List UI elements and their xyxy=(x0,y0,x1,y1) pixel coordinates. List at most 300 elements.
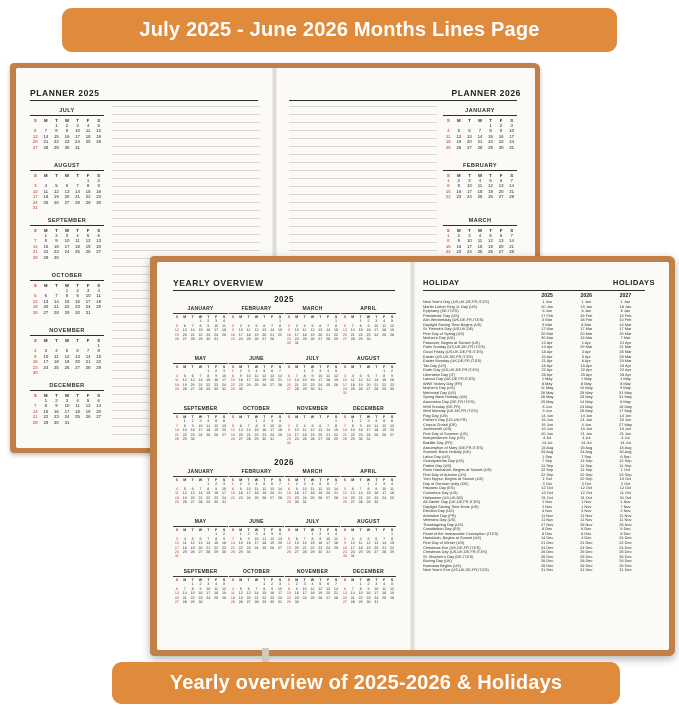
weekday-header: T xyxy=(247,478,250,482)
day-cell: 6 xyxy=(327,482,330,487)
day-cell xyxy=(332,600,340,604)
day-cell: 5 xyxy=(175,323,178,328)
day-cell: 13 xyxy=(64,188,70,194)
month-block xyxy=(173,519,228,559)
day-cell: 16 xyxy=(498,133,504,139)
holiday-date: 12 Oct xyxy=(580,490,592,495)
day-cell xyxy=(324,600,332,604)
day-cell: 19 xyxy=(230,432,235,437)
holiday-date: 10 Oct xyxy=(619,477,632,482)
day-cell: 3 xyxy=(223,482,226,487)
holiday-name: Flag Day (US) xyxy=(423,413,448,418)
month-name: JULY xyxy=(59,108,75,114)
day-cell: 26 xyxy=(390,332,395,337)
day-cell: 19 xyxy=(390,591,395,596)
weekday-header: T xyxy=(319,365,322,369)
day-cell: 5 xyxy=(489,177,492,183)
holiday-name: Boxing Day (UK) xyxy=(423,559,452,564)
weekday-header: F xyxy=(327,365,330,369)
day-cell: 11 xyxy=(54,353,59,359)
month-rule xyxy=(30,335,104,336)
day-cell: 29 xyxy=(85,199,91,205)
weekday-header: W xyxy=(477,227,482,233)
day-cell xyxy=(309,500,317,504)
day-cell: 21 xyxy=(382,545,387,550)
weekday-header: S xyxy=(287,365,291,369)
day-cell: 6 xyxy=(223,419,226,424)
day-cell xyxy=(220,437,228,441)
day-cell: 12 xyxy=(222,586,227,591)
day-cell: 18 xyxy=(477,243,483,249)
day-cell xyxy=(260,387,268,391)
day-cell: 16 xyxy=(286,332,291,337)
day-cell: 24 xyxy=(294,337,299,342)
day-cell: 26 xyxy=(64,364,70,370)
day-cell: 23 xyxy=(342,550,347,555)
rule-line xyxy=(289,106,437,107)
day-cell: 25 xyxy=(310,595,315,600)
holiday-date: 28 Mar xyxy=(619,354,632,359)
day-cell: 21 xyxy=(85,359,91,365)
day-cell: 10 xyxy=(294,328,299,333)
day-cell: 6 xyxy=(271,369,274,374)
holiday-name: All Saints' Day (UK,DE,FR,IT,ES) xyxy=(423,500,481,505)
planner-left-rule xyxy=(30,100,258,101)
day-cell: 3 xyxy=(295,323,298,328)
week-row xyxy=(30,255,104,260)
weekday-header: S xyxy=(287,315,291,319)
day-cell: 14 xyxy=(374,378,379,383)
day-cell xyxy=(276,387,284,391)
week-row xyxy=(173,600,228,604)
holiday-date: 14 Jul xyxy=(581,440,592,445)
rule-line xyxy=(289,210,437,211)
day-cell: 6 xyxy=(34,128,37,134)
day-cell: 12 xyxy=(238,591,243,596)
day-cell: 15 xyxy=(334,328,339,333)
month-rule xyxy=(30,390,104,391)
day-cell: 2 xyxy=(191,419,194,424)
day-cell: 15 xyxy=(43,243,49,249)
day-cell: 21 xyxy=(350,332,355,337)
day-cell: 20 xyxy=(246,595,251,600)
day-cell: 22 xyxy=(54,139,59,145)
day-cell: 16 xyxy=(190,428,195,433)
holiday-date: 6 Sep xyxy=(620,454,631,459)
day-cell: 1 xyxy=(287,482,290,487)
day-cell: 17 xyxy=(64,243,70,249)
holiday-name: New Year's Day (US,UK,DE,FR,IT,ES) xyxy=(423,300,490,304)
holiday-date: 21 Jun xyxy=(580,431,593,436)
weekday-header: S xyxy=(278,528,282,532)
weekday-header: S xyxy=(231,478,235,482)
day-cell: 21 xyxy=(270,332,275,337)
day-cell: 28 xyxy=(350,600,355,605)
weekday-header: F xyxy=(383,315,386,319)
weekday-header: S xyxy=(334,415,338,419)
holiday-date: 12 Oct xyxy=(541,486,553,491)
day-cell: 3 xyxy=(86,287,90,293)
month-block xyxy=(30,108,104,150)
day-cell xyxy=(365,554,373,558)
day-cell: 24 xyxy=(374,595,379,600)
month-name: FEBRUARY xyxy=(462,163,498,169)
day-cell: 16 xyxy=(286,432,291,437)
day-cell: 5 xyxy=(34,293,37,299)
day-cell: 11 xyxy=(85,128,91,134)
weekday-header: S xyxy=(175,415,179,419)
weekday-header: T xyxy=(263,365,266,369)
holiday-name: Constitution Day (ES) xyxy=(423,527,461,532)
day-cell: 16 xyxy=(198,591,203,596)
weekday-header: M xyxy=(44,392,48,398)
day-cell: 8 xyxy=(97,348,100,354)
day-cell: 17 xyxy=(198,428,203,433)
weekday-header: T xyxy=(359,315,362,319)
day-cell: 15 xyxy=(488,133,493,139)
day-cell xyxy=(276,337,284,341)
rule-line xyxy=(112,178,260,179)
holiday-date: 4 Dec xyxy=(581,536,592,541)
day-cell: 22 xyxy=(286,595,291,600)
day-cell: 2 xyxy=(223,532,226,537)
day-cell: 14 xyxy=(182,591,187,596)
day-cell xyxy=(253,387,261,391)
day-cell: 20 xyxy=(174,595,179,600)
week-row xyxy=(229,496,284,500)
holiday-date: 13 Apr xyxy=(541,345,553,350)
holiday-date: 26 Dec xyxy=(540,559,554,564)
rule-line xyxy=(112,202,260,203)
month-name: JULY xyxy=(305,519,320,525)
holiday-date: 22 Sep xyxy=(580,472,593,477)
day-cell: 2 xyxy=(55,397,58,403)
day-cell: 6 xyxy=(327,582,330,587)
month-block xyxy=(341,306,396,341)
day-cell: 12 xyxy=(390,323,395,328)
day-cell: 27 xyxy=(342,600,347,605)
weekday-header: M xyxy=(239,365,243,369)
month-name: SEPTEMBER xyxy=(183,569,218,575)
day-cell: 11 xyxy=(182,541,187,546)
rule-line xyxy=(289,138,437,139)
day-cell: 14 xyxy=(246,428,251,433)
day-cell xyxy=(309,441,317,445)
day-cell: 25 xyxy=(278,432,283,437)
day-cell: 9 xyxy=(65,128,69,134)
day-cell: 2 xyxy=(271,582,274,587)
day-cell: 1 xyxy=(489,122,492,128)
holiday-date: 17 May xyxy=(619,409,632,414)
day-cell: 14 xyxy=(358,491,363,496)
day-cell: 1 xyxy=(335,419,338,424)
day-cell: 22 xyxy=(358,332,363,337)
day-cell: 3 xyxy=(351,536,354,541)
day-cell: 15 xyxy=(54,133,59,139)
weekday-header: W xyxy=(366,528,371,532)
day-cell: 23 xyxy=(294,495,299,500)
holiday-name: Labour Day (UK,DE,FR,IT,ES) xyxy=(423,377,476,382)
day-cell: 12 xyxy=(214,423,219,428)
holiday-date: 27 May xyxy=(619,422,632,427)
day-cell xyxy=(220,337,228,341)
day-cell: 17 xyxy=(270,428,275,433)
day-cell: 11 xyxy=(278,423,282,428)
day-cell: 18 xyxy=(214,591,219,596)
year-2026-label: 2026 xyxy=(274,458,294,467)
day-cell: 1 xyxy=(183,419,186,424)
holiday-name: Hanukkah, Begins at Sunset (US) xyxy=(423,536,482,541)
weekday-header: S xyxy=(287,578,291,582)
month-calendar xyxy=(229,478,284,500)
holiday-column-header xyxy=(423,293,528,300)
month-name: DECEMBER xyxy=(49,383,85,389)
day-cell: 13 xyxy=(390,423,395,428)
day-cell: 18 xyxy=(358,545,363,550)
holiday-date: 22 Apr xyxy=(580,368,592,373)
day-cell: 16 xyxy=(32,359,38,365)
day-cell xyxy=(197,554,205,558)
holiday-name: Father's Day (US,UK,FR) xyxy=(423,418,467,423)
day-cell xyxy=(380,600,388,604)
holiday-date: 15 Apr xyxy=(619,363,632,368)
day-cell: 25 xyxy=(390,495,395,500)
day-cell xyxy=(380,437,388,441)
rule-line xyxy=(112,194,260,195)
weekday-header: S xyxy=(222,365,226,369)
overview-spine xyxy=(410,262,415,650)
day-cell: 23 xyxy=(214,495,219,500)
day-cell: 20 xyxy=(498,188,504,194)
holiday-date: 31 Oct xyxy=(619,495,632,500)
day-cell: 5 xyxy=(391,582,394,587)
day-cell: 15 xyxy=(238,541,243,546)
day-cell: 4 xyxy=(255,369,258,374)
day-cell: 25 xyxy=(174,500,179,505)
day-cell: 13 xyxy=(326,586,331,591)
holiday-date: 11 Sep xyxy=(619,463,632,468)
day-cell: 28 xyxy=(477,144,483,150)
month-block xyxy=(285,356,340,391)
weekday-header: T xyxy=(263,315,266,319)
month-name: JUNE xyxy=(249,519,264,525)
weekday-header: S xyxy=(97,117,101,123)
day-cell: 28 xyxy=(326,337,331,342)
day-cell: 3 xyxy=(255,532,258,537)
day-cell: 6 xyxy=(375,536,378,541)
day-cell: 5 xyxy=(215,419,218,424)
month-name: NOVEMBER xyxy=(296,569,329,575)
day-cell xyxy=(41,205,52,210)
rule-line xyxy=(112,162,260,163)
day-cell: 17 xyxy=(278,591,283,596)
week-row xyxy=(229,437,284,441)
day-cell: 24 xyxy=(246,382,251,387)
day-cell: 8 xyxy=(191,586,194,591)
holiday-name: Veterans Day (US) xyxy=(423,518,456,523)
day-cell: 1 xyxy=(55,122,58,128)
weekday-header: M xyxy=(44,227,48,233)
day-cell: 29 xyxy=(358,600,363,605)
day-cell: 13 xyxy=(326,486,331,491)
day-cell: 22 xyxy=(190,595,195,600)
day-cell: 4 xyxy=(86,122,90,128)
day-cell: 12 xyxy=(318,586,323,591)
day-cell: 28 xyxy=(182,600,187,605)
weekday-header: F xyxy=(271,415,274,419)
day-cell: 5 xyxy=(311,323,314,328)
month-rule xyxy=(285,526,340,527)
holiday-date: 16 Feb xyxy=(580,313,593,318)
day-cell: 29 xyxy=(182,437,187,442)
month-name: AUGUST xyxy=(357,356,380,362)
day-cell xyxy=(309,600,317,604)
day-cell: 18 xyxy=(278,428,283,433)
day-cell: 11 xyxy=(374,423,379,428)
day-cell: 25 xyxy=(334,545,339,550)
day-cell: 19 xyxy=(190,545,195,550)
day-cell: 26 xyxy=(238,600,243,605)
week-row xyxy=(30,205,104,210)
holiday-date: 1 Sep xyxy=(542,454,553,459)
day-cell: 25 xyxy=(445,144,451,150)
day-cell: 6 xyxy=(97,232,100,238)
day-cell: 20 xyxy=(222,428,227,433)
day-cell: 13 xyxy=(342,328,347,333)
holiday-date: 20 Jun xyxy=(619,418,632,423)
day-cell: 24 xyxy=(318,382,323,387)
day-cell: 26 xyxy=(262,382,267,387)
weekday-header: S xyxy=(343,578,347,582)
day-cell: 26 xyxy=(456,144,462,150)
day-cell: 2 xyxy=(391,369,394,374)
day-cell: 29 xyxy=(238,550,243,555)
holiday-date: 14 Jul xyxy=(541,440,553,445)
weekday-header: T xyxy=(191,478,194,482)
day-cell: 19 xyxy=(342,495,347,500)
month-block xyxy=(285,469,340,504)
day-cell: 3 xyxy=(375,582,378,587)
day-cell: 10 xyxy=(342,378,347,383)
holiday-date: 31 May xyxy=(619,390,632,395)
day-cell: 22 xyxy=(262,595,267,600)
day-cell: 12 xyxy=(32,298,38,304)
weekday-header: T xyxy=(489,117,492,123)
day-cell: 22 xyxy=(238,545,243,550)
day-cell: 22 xyxy=(334,332,339,337)
month-block xyxy=(341,569,396,604)
day-cell: 12 xyxy=(230,428,235,433)
overview-title: YEARLY OVERVIEW xyxy=(173,278,264,288)
month-block xyxy=(229,406,284,441)
month-calendar xyxy=(341,478,396,504)
weekday-header: F xyxy=(327,315,330,319)
day-cell: 27 xyxy=(96,414,102,420)
day-cell: 22 xyxy=(390,545,395,550)
month-block xyxy=(285,306,340,346)
holiday-name: Passover, Begins at Sunset (US) xyxy=(423,340,480,345)
day-cell: 15 xyxy=(206,378,211,383)
day-cell: 10 xyxy=(509,128,515,134)
day-cell: 1 xyxy=(191,582,194,587)
day-cell: 11 xyxy=(382,323,386,328)
day-cell: 9 xyxy=(287,328,290,333)
day-cell: 15 xyxy=(286,591,291,596)
day-cell: 1 xyxy=(383,369,386,374)
day-cell xyxy=(324,441,332,445)
day-cell: 26 xyxy=(286,550,291,555)
holiday-date: 25 Aug xyxy=(541,450,554,455)
weekday-header: W xyxy=(254,478,259,482)
day-cell: 8 xyxy=(239,536,242,541)
day-cell: 8 xyxy=(303,373,306,378)
day-cell: 30 xyxy=(75,309,80,315)
day-cell: 30 xyxy=(358,437,363,442)
weekday-header: S xyxy=(278,315,282,319)
month-block xyxy=(173,569,228,604)
holiday-date: 8 Mar xyxy=(581,322,592,327)
day-cell xyxy=(316,600,324,604)
month-calendar xyxy=(285,315,340,346)
day-cell: 8 xyxy=(351,423,354,428)
day-cell: 23 xyxy=(390,382,395,387)
day-cell: 18 xyxy=(54,359,59,365)
day-cell: 29 xyxy=(366,500,371,505)
day-cell xyxy=(72,420,83,425)
weekday-header: S xyxy=(231,528,235,532)
day-cell: 29 xyxy=(334,337,339,342)
weekday-header: S xyxy=(343,478,347,482)
day-cell: 5 xyxy=(183,373,186,378)
holiday-date: 4 Jul xyxy=(621,436,630,441)
holiday-name: St. Stephen's Day (DE,IT,ES) xyxy=(423,554,474,559)
day-cell: 25 xyxy=(358,550,363,555)
day-cell: 10 xyxy=(278,586,283,591)
day-cell: 17 xyxy=(302,491,307,496)
day-cell: 2 xyxy=(457,177,461,183)
weekday-header: T xyxy=(319,315,322,319)
rule-line xyxy=(289,170,437,171)
holiday-name: Daylight Saving Time Ends (US) xyxy=(423,504,479,509)
holiday-date: 20 Jun xyxy=(541,431,553,436)
weekday-header: W xyxy=(310,415,315,419)
day-cell: 28 xyxy=(230,550,235,555)
day-cell: 27 xyxy=(498,194,504,200)
month-name: DECEMBER xyxy=(352,569,384,575)
holiday-name: Day of German Unity (DE) xyxy=(423,481,469,486)
weekday-header: S xyxy=(390,415,394,419)
day-cell: 1 xyxy=(207,482,210,487)
day-cell: 25 xyxy=(382,595,387,600)
day-cell: 6 xyxy=(343,586,346,591)
day-cell: 13 xyxy=(32,133,38,139)
day-cell: 21 xyxy=(326,332,331,337)
day-cell: 1 xyxy=(447,232,450,238)
weekday-header: T xyxy=(55,117,58,123)
week-row xyxy=(341,500,396,504)
holiday-name: Whit Monday (UK,DE,FR,IT,ES) xyxy=(423,409,478,414)
rule-line xyxy=(289,186,437,187)
rule-line xyxy=(289,250,437,251)
day-cell: 26 xyxy=(310,437,315,442)
day-cell: 10 xyxy=(214,323,219,328)
day-cell: 22 xyxy=(182,432,187,437)
holiday-date: 29 Mar xyxy=(619,359,632,364)
day-cell: 31 xyxy=(222,500,227,505)
week-row xyxy=(341,600,396,604)
day-cell: 25 xyxy=(214,595,219,600)
holiday-date: 6 Dec xyxy=(542,527,553,532)
